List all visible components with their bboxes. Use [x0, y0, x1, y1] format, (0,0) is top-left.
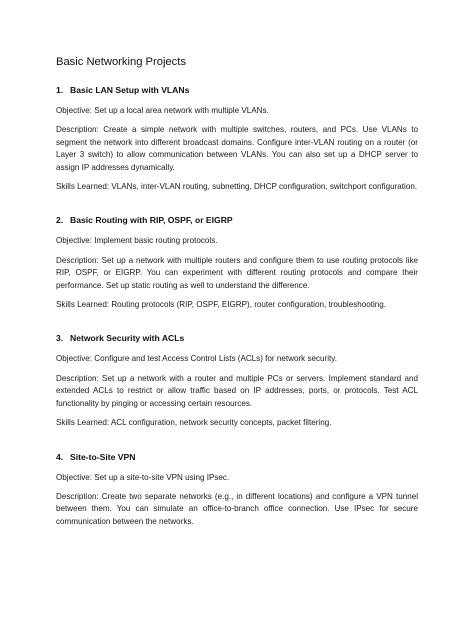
section-network-security-acls: [56, 332, 418, 429]
objective-text: Objective: Configure and test Access Control Lists (ACLs) for network security.: [56, 354, 337, 364]
skills-text: Skills Learned: VLANs, inter-VLAN routing, subnetting, DHCP configuration, switchport configuration.: [56, 182, 418, 192]
section-spacer: [56, 437, 418, 451]
document-title: Basic Networking Projects: [56, 56, 186, 68]
section-heading-text: Basic Routing with RIP, OSPF, or EIGRP: [70, 215, 233, 226]
section-number: 1.: [56, 85, 64, 95]
description-text: Description: Create a simple network with multiple switches, routers, and PCs. Use VLANs to segment the network into different broadcast domains. Configure inter-VLAN routing on a router (or Layer 3 switch) to allow communication between VLANs. You can also set up a DHCP server to assign IP addresses dynamically.: [56, 125, 418, 172]
objective-text: Objective: Set up a local area network with multiple VLANs.: [56, 106, 269, 115]
section-heading: [56, 451, 418, 463]
section-number: 2.: [56, 215, 64, 226]
section-heading-text: Network Security with ACLs: [70, 333, 185, 344]
section-heading-text: Site-to-Site VPN: [70, 451, 136, 462]
objective-text: Objective: Implement basic routing protocols.: [56, 236, 218, 246]
description-text: Description: Set up a network with multiple routers and configure them to use routing protocols like RIP, OSPF, or EIGRP. You can experiment with different routing protocols and compare their performance. Set up static routing as well to understand the difference.: [56, 255, 418, 290]
section-heading-text: Basic LAN Setup with VLANs: [70, 85, 190, 95]
description-text: Description: Set up a network with a router and multiple PCs or servers. Implement standard and extended ACLs to restrict or allow traffic based on IP addresses, ports, or protocols. Test ACL functionality by pinging or accessing certain resources.: [56, 373, 418, 408]
section-basic-routing: [56, 214, 418, 311]
section-heading: [56, 214, 418, 226]
objective-text: Objective: Set up a site-to-site VPN using IPsec.: [56, 472, 230, 482]
skills-text: Skills Learned: Routing protocols (RIP, OSPF, EIGRP), router configuration, troubleshooting.: [56, 300, 387, 310]
section-spacer: [56, 200, 418, 214]
section-spacer: [56, 318, 418, 332]
section-number: 4.: [56, 451, 64, 462]
document-page: [56, 54, 418, 535]
description-text: Description: Create two separate networks (e.g., in different locations) and configure a VPN tunnel between them. You can simulate an office-to-branch office connection. Use IPsec for secure communication between the networks.: [56, 491, 418, 526]
section-heading: [56, 332, 418, 344]
section-site-to-site-vpn: [56, 451, 418, 529]
skills-text: Skills Learned: ACL configuration, network security concepts, packet filtering.: [56, 418, 332, 428]
section-number: 3.: [56, 333, 64, 344]
section-basic-lan-setup: [56, 84, 418, 193]
section-heading: [56, 84, 418, 96]
